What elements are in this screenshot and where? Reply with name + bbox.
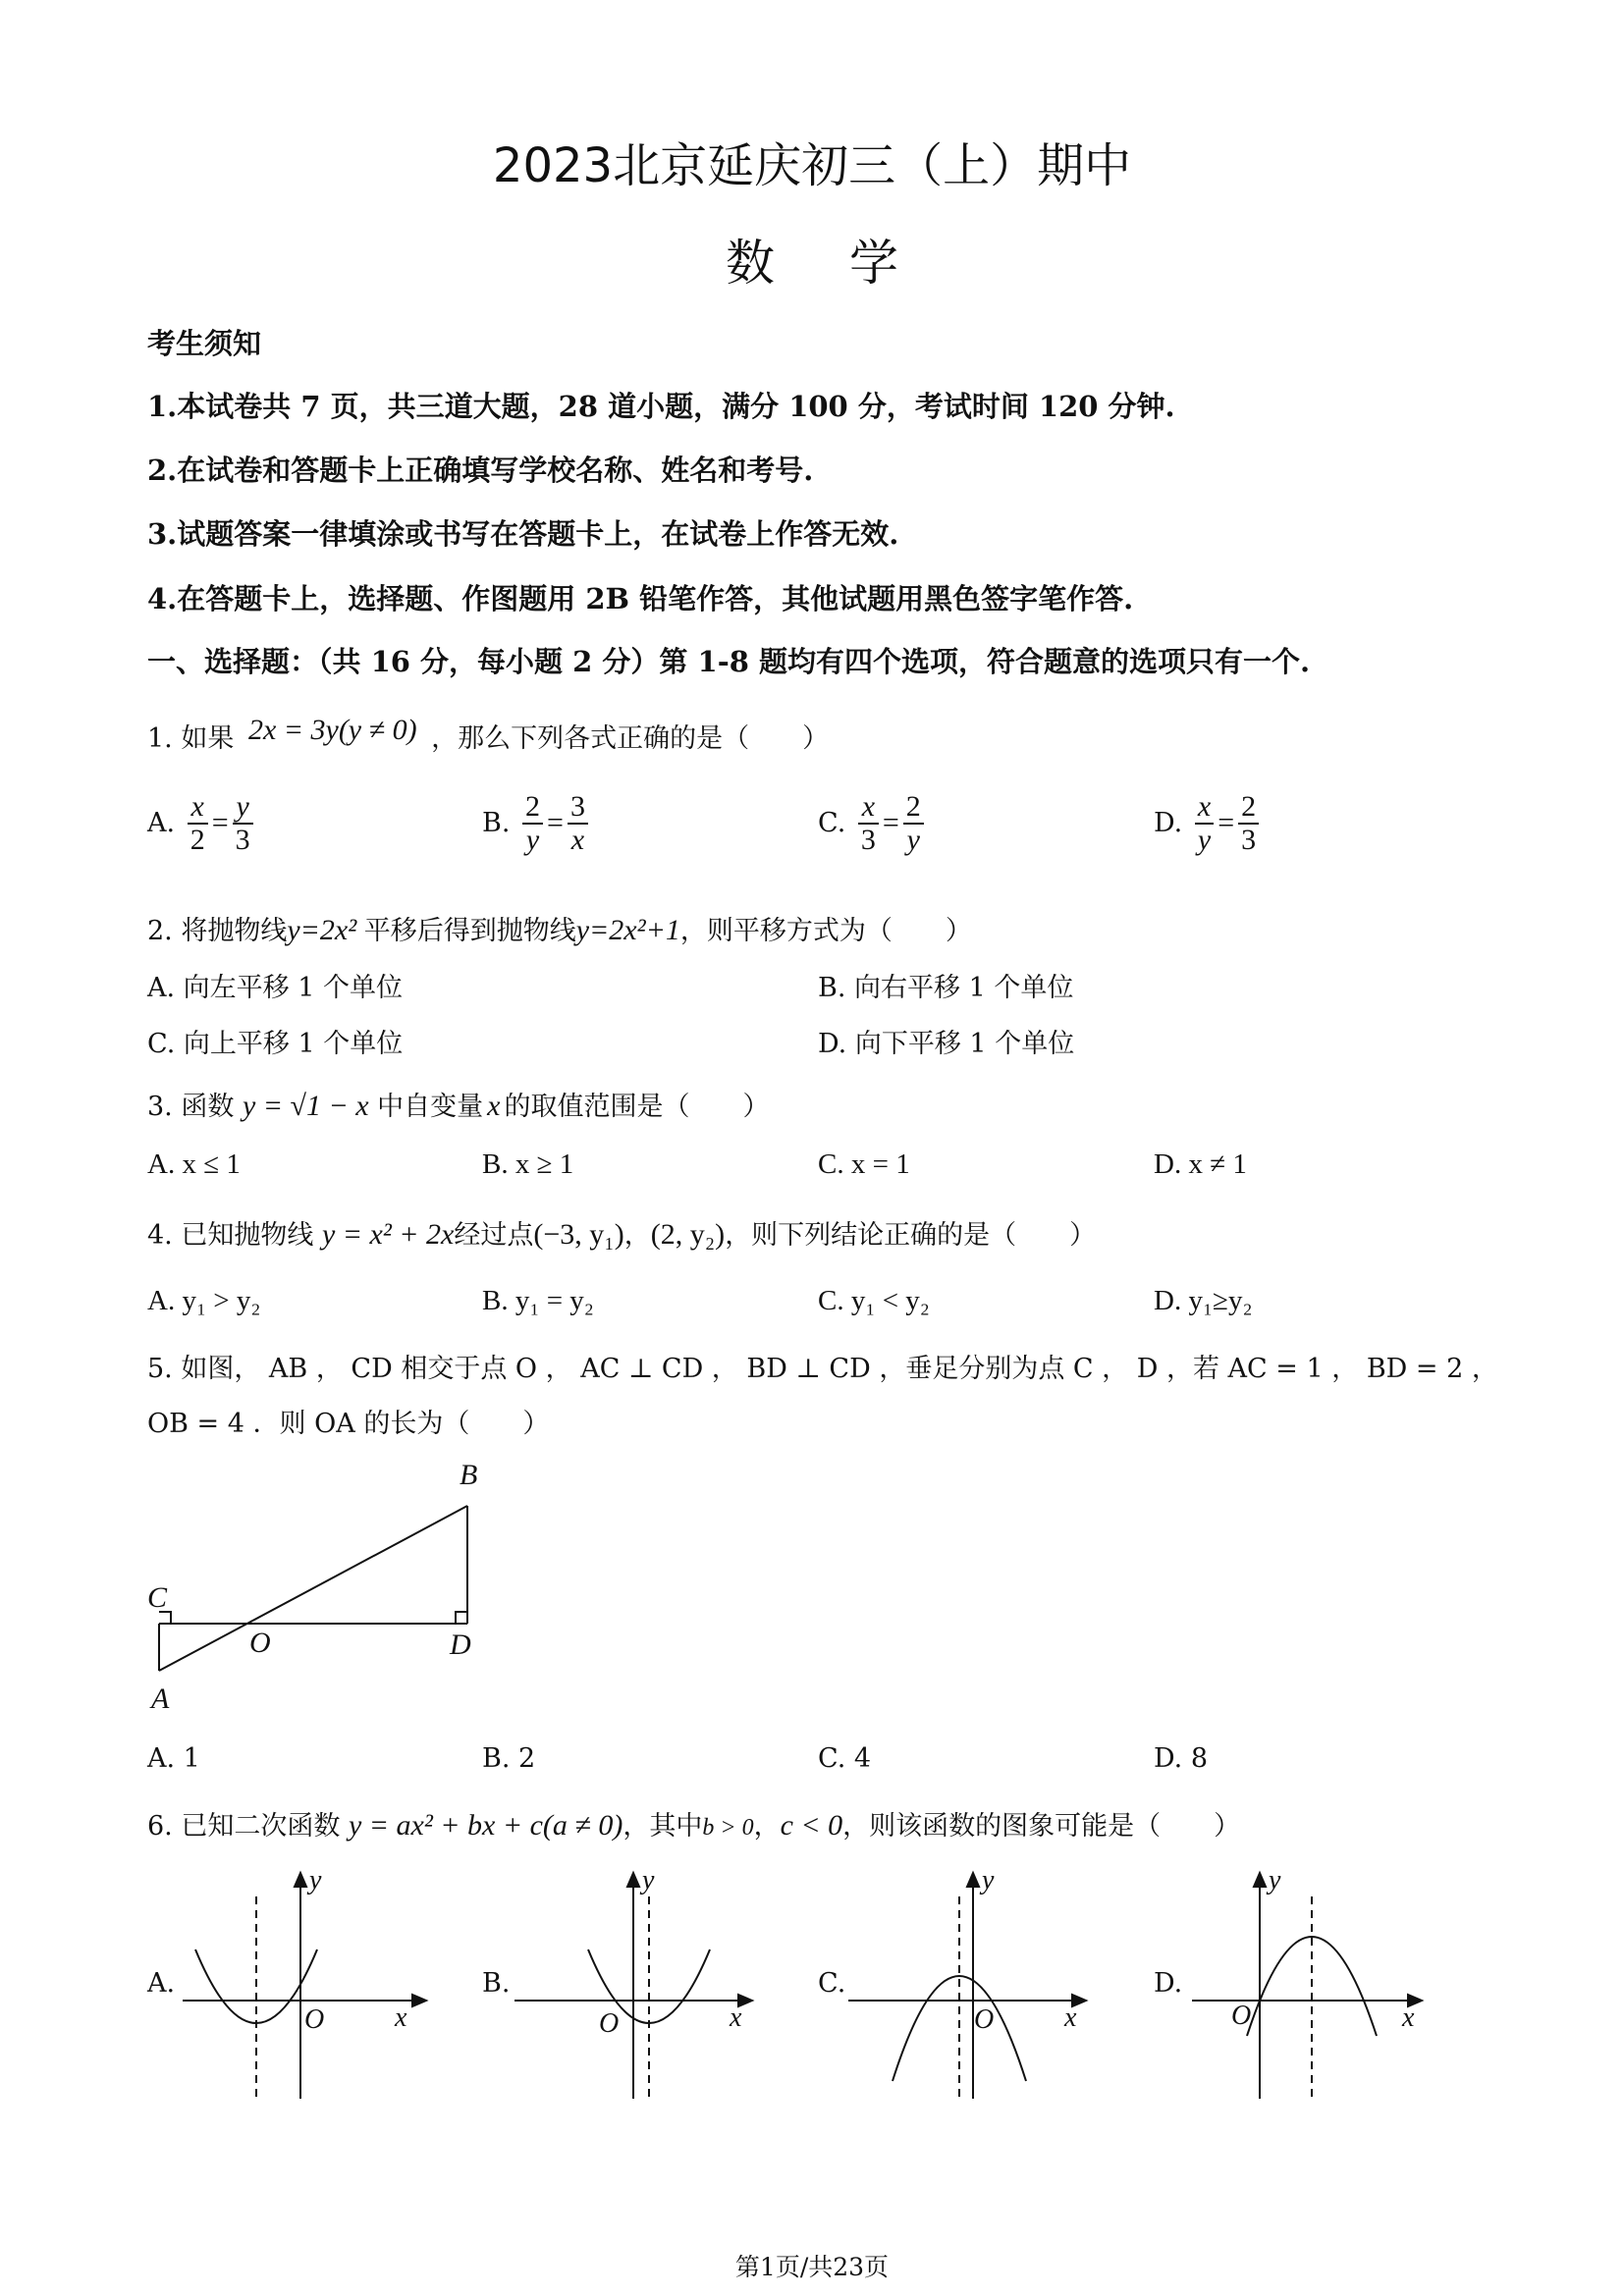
- q6-graph-c-x-label: x: [1064, 2002, 1077, 2033]
- q2-text-after: ，则平移方式为（ ）: [679, 916, 972, 946]
- q3-prefix: 3. 函数: [147, 1092, 235, 1122]
- q1-option-c-label: C.: [818, 808, 846, 838]
- q3-variable: x: [487, 1090, 501, 1122]
- q4-option-c: C. y₁ < y₂: [818, 1285, 930, 1316]
- q6-graph-a-origin: O: [304, 2004, 325, 2035]
- subject-title: 数 学: [726, 235, 898, 292]
- label-d: D: [450, 1629, 471, 1661]
- q6-graph-a-y-label: y: [309, 1865, 322, 1896]
- q3-option-b: B. x ≥ 1: [482, 1148, 574, 1180]
- q1-b-left-fraction: $\frac{2}{y}$: [522, 791, 543, 855]
- q4-option-b: B. y₁ = y₂: [482, 1285, 594, 1316]
- q1-c-left-fraction: $\frac{x}{3}$: [858, 791, 879, 855]
- q1-d-left-fraction: $\frac{x}{y}$: [1195, 791, 1214, 855]
- q2-parabola-1: y=2x²: [287, 914, 364, 946]
- q4-option-d: D. y₁≥y₂: [1154, 1285, 1253, 1316]
- q6-graph-d-x-label: x: [1402, 2002, 1415, 2033]
- label-o: O: [249, 1627, 271, 1659]
- q1-option-c: C. $\frac{x}{3}$ = $\frac{2}{y}$: [818, 791, 928, 855]
- q3-function: y = √1 − x: [242, 1090, 369, 1122]
- question-3-stem: [147, 1085, 769, 1123]
- page-title: 2023北京延庆初三（上）期中: [492, 138, 1132, 193]
- q1-b-right-fraction: $\frac{3}{x}$: [568, 791, 588, 855]
- q1-option-a: A. $\frac{x}{2}$ = $\frac{y}{3}$: [147, 791, 257, 855]
- q5-option-c: C. 4: [818, 1743, 872, 1774]
- q2-text-mid: 平移后得到抛物线: [363, 916, 576, 946]
- q5-option-b: B. 2: [482, 1743, 536, 1774]
- q5-option-a: A. 1: [147, 1743, 200, 1774]
- label-b: B: [460, 1459, 478, 1491]
- q6-graph-a-label: A.: [147, 1968, 176, 1999]
- question-5-line-1: 5. 如图， AB ， CD 相交于点 O ， AC ⊥ CD ， BD ⊥ CD ，垂足分别为点 C ， D ，若 AC = 1 ， BD = 2 ，: [147, 1354, 1498, 1384]
- q4-suffix: ，则下列结论正确的是（ ）: [725, 1220, 1097, 1251]
- q3-option-d: D. x ≠ 1: [1154, 1148, 1247, 1180]
- q3-suffix: 的取值范围是（ ）: [504, 1092, 770, 1122]
- q1-suffix: ，那么下列各式正确的是（ ）: [431, 723, 830, 754]
- q6-graph-c-label: C.: [818, 1968, 846, 1999]
- q6-graph-c: [842, 1863, 1098, 2118]
- q1-c-right-fraction: $\frac{2}{y}$: [903, 791, 924, 855]
- section-heading: 一、选择题：（共 16 分，每小题 2 分）第 1-8 题均有四个选项，符合题意的选项只有一个.: [147, 645, 1311, 678]
- q4-option-a: A. y₁ > y₂: [147, 1285, 261, 1316]
- q6-graph-b-origin: O: [599, 2008, 620, 2039]
- q4-prefix: 4. 已知抛物线: [147, 1220, 314, 1251]
- q2-option-a: A. 向左平移 1 个单位: [147, 973, 404, 1003]
- q3-mid: 中自变量: [377, 1092, 484, 1122]
- q3-option-a: A. x ≤ 1: [147, 1148, 241, 1180]
- q6-cond-1: b > 0: [702, 1815, 754, 1841]
- q6-graph-b: [509, 1863, 764, 2118]
- label-a: A: [151, 1682, 170, 1715]
- question-5-line-2: OB = 4 ．则 OA 的长为（ ）: [147, 1409, 550, 1439]
- q5-option-d: D. 8: [1154, 1743, 1209, 1774]
- notice-item-4: 4.在答题卡上，选择题、作图题用 2B 铅笔作答，其他试题用黑色签字笔作答.: [147, 582, 1134, 615]
- q1-d-right-fraction: $\frac{2}{3}$: [1238, 791, 1259, 855]
- right-angle-d: [456, 1612, 467, 1624]
- notice-heading: 考生须知: [147, 327, 262, 360]
- q1-option-d: D. $\frac{x}{y}$ = $\frac{2}{3}$: [1154, 791, 1263, 855]
- q6-mid: ，其中: [623, 1811, 703, 1842]
- q2-parabola-2: y=2x²+1: [575, 914, 680, 946]
- q1-prefix: 1. 如果: [147, 723, 235, 754]
- q6-graph-a-x-label: x: [395, 2002, 407, 2033]
- q4-function: y = x² + 2x: [321, 1218, 455, 1251]
- q6-graph-c-origin: O: [974, 2004, 995, 2035]
- q6-graph-b-label: B.: [482, 1968, 511, 1999]
- q6-graph-d-origin: O: [1231, 2001, 1252, 2031]
- q6-sep: ，: [753, 1811, 781, 1842]
- q1-a-right-fraction: $\frac{y}{3}$: [233, 791, 253, 855]
- q1-option-b-label: B.: [482, 808, 511, 838]
- q4-sep: ，: [623, 1220, 651, 1251]
- q6-prefix: 6. 已知二次函数: [147, 1811, 341, 1842]
- q6-graph-c-y-label: y: [982, 1865, 995, 1896]
- q6-graph-d-label: D.: [1154, 1968, 1183, 1999]
- q6-graph-a: [177, 1863, 432, 2118]
- q1-option-a-label: A.: [147, 808, 176, 838]
- question-6-stem: [147, 1804, 1240, 1842]
- q2-option-c: C. 向上平移 1 个单位: [147, 1029, 404, 1059]
- q4-point-2: (2, y₂): [650, 1218, 726, 1251]
- notice-item-1: 1.本试卷共 7 页，共三道大题，28 道小题，满分 100 分，考试时间 120 分钟.: [147, 390, 1175, 423]
- q6-suffix: ，则该函数的图象可能是（ ）: [842, 1811, 1241, 1842]
- q6-graph-d: [1178, 1863, 1434, 2118]
- q6-function: y = ax² + bx + c(a ≠ 0): [348, 1809, 623, 1842]
- notice-item-2: 2.在试卷和答题卡上正确填写学校名称、姓名和考号.: [147, 454, 814, 487]
- q5-figure: [137, 1453, 530, 1728]
- q4-mid: 经过点: [454, 1220, 534, 1251]
- q6-graph-b-x-label: x: [730, 2002, 742, 2033]
- q1-option-b: B. $\frac{2}{y}$ = $\frac{3}{x}$: [482, 791, 592, 855]
- q1-option-d-label: D.: [1154, 808, 1183, 838]
- q2-option-d: D. 向下平移 1 个单位: [818, 1029, 1075, 1059]
- q4-point-1: (−3, y₁): [533, 1218, 624, 1251]
- question-4-stem: [147, 1213, 1096, 1252]
- question-2-stem: [147, 909, 972, 947]
- q6-graph-b-y-label: y: [642, 1865, 655, 1896]
- notice-item-3: 3.试题答案一律填涂或书写在答题卡上，在试卷上作答无效.: [147, 517, 899, 551]
- q2-text-before: 2. 将抛物线: [147, 916, 288, 946]
- q3-option-c: C. x = 1: [818, 1148, 910, 1180]
- line-ab: [159, 1506, 467, 1671]
- question-1-stem: [147, 714, 830, 755]
- q1-condition: 2x = 3y(y ≠ 0): [247, 714, 417, 746]
- q2-option-b: B. 向右平移 1 个单位: [818, 973, 1074, 1003]
- page-footer: 第1页/共23页: [734, 2253, 890, 2281]
- label-c: C: [147, 1581, 168, 1614]
- q6-graph-d-y-label: y: [1269, 1865, 1281, 1896]
- q1-a-left-fraction: $\frac{x}{2}$: [188, 791, 208, 855]
- q6-cond-2: c < 0: [780, 1809, 843, 1842]
